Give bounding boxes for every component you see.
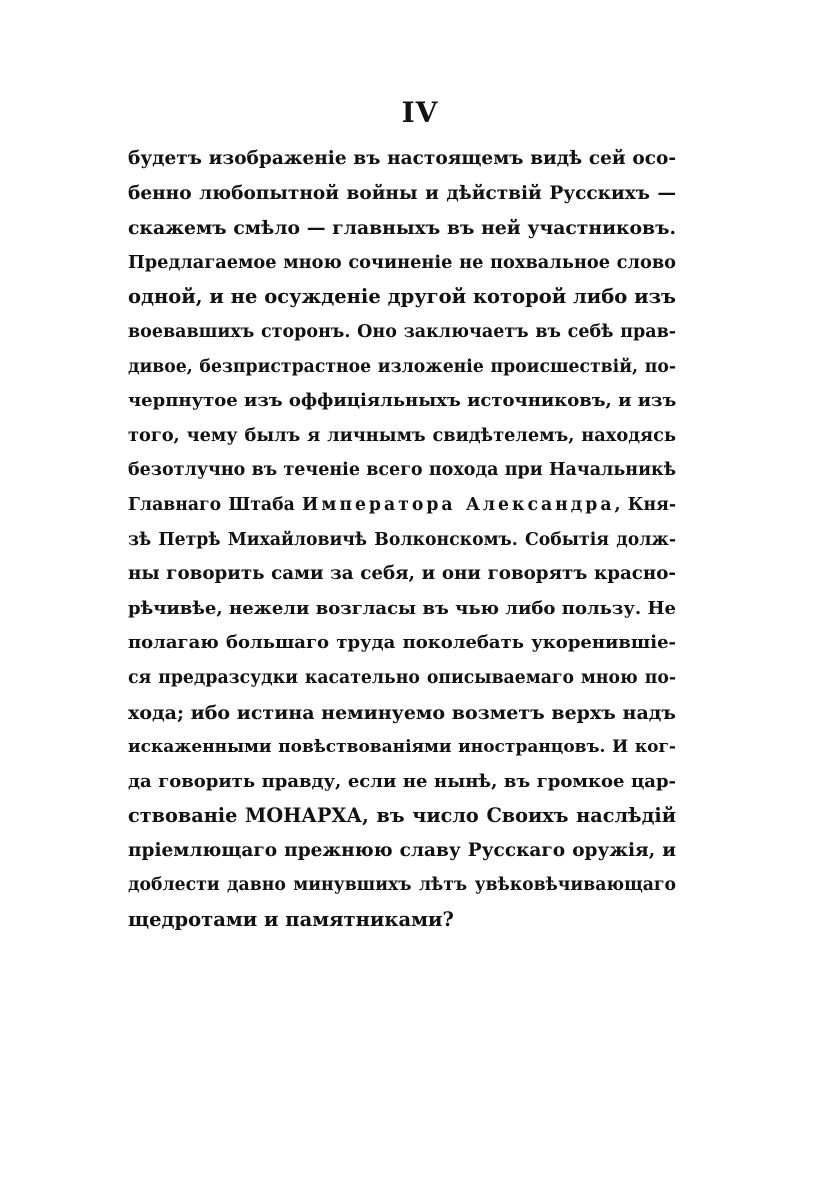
text-line: хода; ибо истина неминуемо возметъ верхъ надъ bbox=[128, 701, 676, 724]
text-line: дивое, безпристрастное изложеніе происшествій, по- bbox=[128, 356, 676, 377]
text-line: рѣчивѣе, нежели возгласы въ чью либо пользу. Не bbox=[128, 597, 676, 619]
text-line: того, чему былъ я личнымъ свидѣтелемъ, находясь bbox=[128, 424, 676, 446]
body-text bbox=[128, 142, 676, 938]
page-number: IV bbox=[401, 96, 439, 129]
text-line: черпнутое изъ оффиціяльныхъ источниковъ, и изъ bbox=[128, 390, 677, 412]
emperor-name-spaced: Императора Александра bbox=[302, 494, 615, 515]
text-line: ся предразсудки касательно описываемаго мною по- bbox=[128, 667, 676, 688]
text-segment: Главнаго Штаба bbox=[128, 494, 303, 515]
text-line: бенно любопытной войны и дѣйствій Русскихъ — bbox=[128, 182, 676, 204]
text-line: доблести давно минувшихъ лѣтъ увѣковѣчивающаго bbox=[128, 875, 676, 896]
text-line: полагаю большаго труда поколебать укоренившіе- bbox=[128, 632, 676, 654]
text-line: зѣ Петрѣ Михайловичѣ Волконскомъ. Событія долж- bbox=[128, 529, 676, 550]
text-line: искаженными повѣствованіями иностранцовъ. И ког- bbox=[128, 737, 676, 758]
text-line: пріемлющаго прежнюю славу Русскаго оружія, и bbox=[128, 839, 676, 861]
text-segment: , Кня- bbox=[614, 494, 677, 515]
text-line: Предлагаемое мною сочиненіе не похвальное слово bbox=[128, 251, 676, 273]
text-line: ны говорить сами за себя, и они говорятъ красно- bbox=[128, 563, 676, 585]
text-line: воевавшихъ сторонъ. Оно заключаетъ въ себѣ прав- bbox=[128, 321, 676, 342]
text-line: щедротами и памятниками? bbox=[128, 908, 454, 932]
text-line: да говорить правду, если не нынѣ, въ громкое цар- bbox=[128, 770, 676, 792]
text-line: одной, и не осужденіе другой которой либо изъ bbox=[128, 285, 676, 309]
text-line: скажемъ смѣло — главныхъ въ ней участниковъ. bbox=[128, 217, 676, 240]
text-line bbox=[128, 488, 676, 523]
text-line: безотлучно въ теченіе всего похода при Начальникѣ bbox=[128, 460, 676, 481]
text-line: будетъ изображеніе въ настоящемъ видѣ сей осо- bbox=[128, 148, 676, 169]
text-line: ствованіе МОНАРХА, въ число Своихъ наслѣдій bbox=[128, 804, 676, 828]
